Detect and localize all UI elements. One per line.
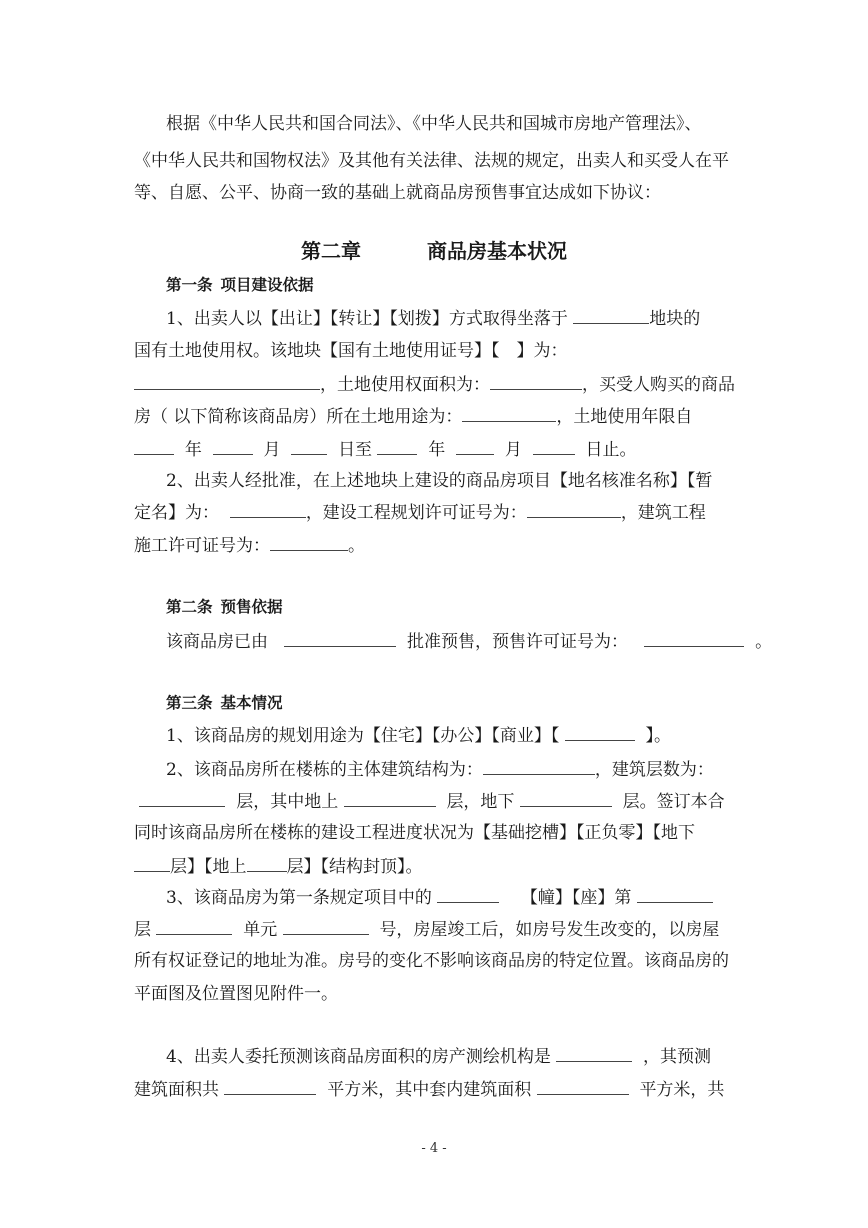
building-no-blank[interactable]: [437, 886, 499, 903]
article-1-heading: 第一条 项目建设依据: [166, 276, 314, 294]
article-1-para-2-line-3: 施工许可证号为： 。: [134, 536, 365, 556]
preamble-line-3: 等、自愿、公平、协商一致的基础上就商品房预售事宜达成如下协议：: [134, 183, 661, 203]
unit-no-blank[interactable]: [156, 918, 232, 935]
article-1-para-1-line-1: 1、出卖人以【出让】【转让】【划拨】方式取得坐落于 地块的: [166, 309, 701, 329]
chapter-heading: [0, 238, 868, 264]
total-floors-blank[interactable]: [139, 790, 225, 807]
article-3-para-2-line-1: 2、该商品房所在楼栋的主体建筑结构为： ，建筑层数为：: [166, 760, 714, 780]
chapter-number: 第二章: [301, 239, 361, 263]
article-3-para-3-line-1: 3、该商品房为第一条规定项目中的 【幢】【座】第: [166, 886, 776, 909]
article-1-para-1-line-3: ，土地使用权面积为： ，买受人购买的商品: [134, 373, 774, 396]
aboveground-floor-blank[interactable]: [247, 855, 287, 872]
chapter-title: 商品房基本状况: [427, 239, 567, 263]
below-ground-blank[interactable]: [520, 790, 612, 807]
preamble-line-2: 《中华人民共和国物权法》及其他有关法律、法规的规定，出卖人和买受人在平: [134, 151, 729, 171]
inner-area-blank[interactable]: [537, 1078, 629, 1095]
article-1-para-2-line-1: 2、出卖人经批准，在上述地块上建设的商品房项目【地名核准名称】【暂: [166, 471, 713, 491]
land-cert-blank[interactable]: [134, 373, 320, 390]
article-2-line-1: 该商品房已由 批准预售，预售许可证号为： 。: [166, 632, 773, 652]
start-day-blank[interactable]: [291, 438, 327, 455]
article-1-para-2-line-2: 定名】为： ，建设工程规划许可证号为： ，建筑工程: [134, 503, 706, 523]
article-3-para-3-line-3: 所有权证登记的地址为准。房号的变化不影响该商品房的特定位置。该商品房的: [134, 951, 729, 971]
article-1-para-1-line-5: 年 月 日至 年 月 日止。: [134, 438, 774, 461]
presale-permit-blank[interactable]: [644, 630, 744, 647]
article-3-para-3-line-4: 平面图及位置图见附件一。: [134, 984, 338, 1004]
construction-permit-blank[interactable]: [270, 534, 348, 551]
article-3-para-4-line-1: 4、出卖人委托预测该商品房面积的房产测绘机构是 ，其预测: [166, 1047, 712, 1067]
start-month-blank[interactable]: [213, 438, 253, 455]
floor-no-blank[interactable]: [637, 886, 713, 903]
end-month-blank[interactable]: [456, 438, 494, 455]
article-3-para-1: 1、该商品房的规划用途为【住宅】【办公】【商业】【 】。: [166, 726, 672, 746]
start-year-blank[interactable]: [134, 438, 174, 455]
usage-other-blank[interactable]: [565, 724, 635, 741]
article-3-para-2-line-3: 同时该商品房所在楼栋的建设工程进度状况为【基础挖槽】【正负零】【地下: [134, 823, 695, 843]
gross-area-blank[interactable]: [224, 1078, 316, 1095]
article-3-heading: 第三条 基本情况: [166, 694, 283, 712]
project-name-blank[interactable]: [230, 501, 306, 518]
room-no-blank[interactable]: [283, 918, 369, 935]
end-day-blank[interactable]: [533, 438, 575, 455]
article-1-para-1-line-4: 房（ 以下简称该商品房）所在土地用途为： ，土地使用年限自: [134, 407, 693, 427]
end-year-blank[interactable]: [377, 438, 417, 455]
article-3-para-4-line-2: 建筑面积共 平方米，其中套内建筑面积 平方米，共: [134, 1080, 725, 1100]
article-1-para-1-line-2: 国有土地使用权。该地块【国有土地使用证号】【 】为：: [134, 341, 568, 361]
preamble-line-1: 根据《中华人民共和国合同法》、《中华人民共和国城市房地产管理法》、: [166, 114, 702, 134]
article-2-heading: 第二条 预售依据: [166, 598, 283, 616]
land-area-blank[interactable]: [490, 373, 582, 390]
article-3-para-3-line-2: 层 单元 号，房屋竣工后，如房号发生改变的，以房屋: [134, 920, 720, 940]
location-blank[interactable]: [573, 307, 649, 324]
planning-permit-blank[interactable]: [527, 501, 621, 518]
surveyor-blank[interactable]: [556, 1045, 632, 1062]
article-3-para-2-line-2: 层，其中地上 层，地下 层。签订本合: [134, 790, 774, 813]
article-3-para-2-line-4: 层】【地上 层】【结构封顶】。: [134, 855, 774, 878]
approval-authority-blank[interactable]: [284, 630, 396, 647]
above-ground-blank[interactable]: [344, 790, 436, 807]
land-use-blank[interactable]: [462, 405, 556, 422]
page-number: - 4 -: [421, 1141, 447, 1156]
underground-floor-blank[interactable]: [134, 855, 170, 872]
structure-blank[interactable]: [483, 758, 595, 775]
